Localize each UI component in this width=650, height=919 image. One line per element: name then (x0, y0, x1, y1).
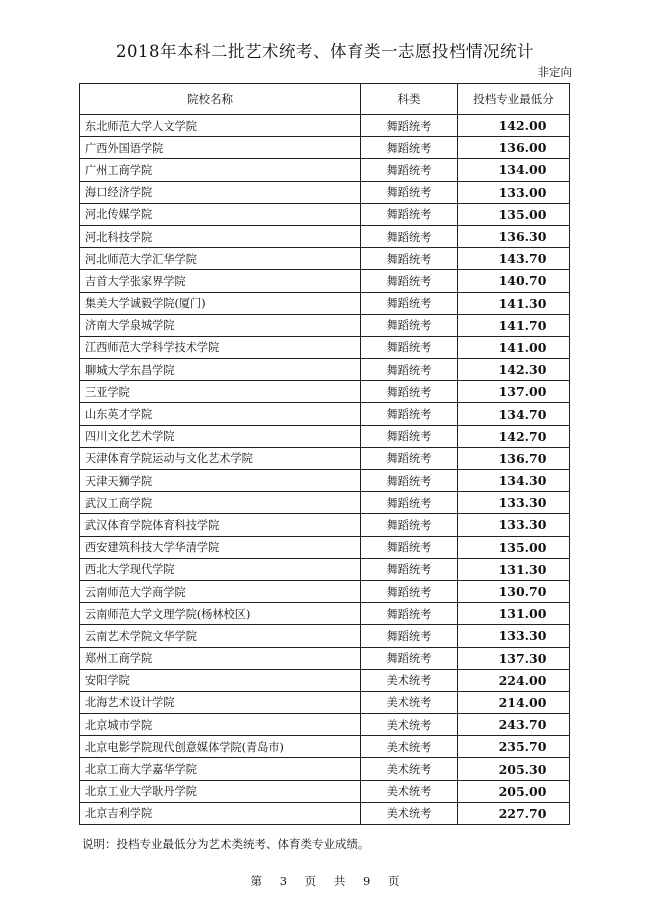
school-cell: 北京城市学院 (80, 714, 361, 736)
score-cell: 143.70 (458, 248, 570, 270)
score-cell: 214.00 (458, 691, 570, 713)
table-row (80, 137, 570, 159)
score-cell: 135.00 (458, 536, 570, 558)
school-cell: 北京工业大学耿丹学院 (80, 780, 361, 802)
table-row (80, 669, 570, 691)
table-row (80, 580, 570, 602)
score-cell: 205.00 (458, 780, 570, 802)
score-cell: 142.70 (458, 425, 570, 447)
table-row (80, 802, 570, 824)
score-cell: 243.70 (458, 714, 570, 736)
score-cell: 134.30 (458, 470, 570, 492)
table-row (80, 248, 570, 270)
school-cell: 三亚学院 (80, 381, 361, 403)
type-cell: 舞蹈统考 (361, 514, 458, 536)
table-body (80, 115, 570, 825)
school-cell: 北京电影学院现代创意媒体学院(青岛市) (80, 736, 361, 758)
type-cell: 舞蹈统考 (361, 470, 458, 492)
type-cell: 舞蹈统考 (361, 447, 458, 469)
type-cell: 舞蹈统考 (361, 225, 458, 247)
school-cell: 西安建筑科技大学华清学院 (80, 536, 361, 558)
type-cell: 舞蹈统考 (361, 292, 458, 314)
type-cell: 舞蹈统考 (361, 270, 458, 292)
column-header-school: 院校名称 (80, 84, 361, 115)
table-row (80, 647, 570, 669)
score-cell: 141.00 (458, 336, 570, 358)
score-cell: 205.30 (458, 758, 570, 780)
score-cell: 136.00 (458, 137, 570, 159)
type-cell: 舞蹈统考 (361, 181, 458, 203)
school-cell: 广州工商学院 (80, 159, 361, 181)
type-cell: 美术统考 (361, 736, 458, 758)
table-row (80, 359, 570, 381)
type-cell: 舞蹈统考 (361, 381, 458, 403)
table-row (80, 381, 570, 403)
score-cell: 131.00 (458, 603, 570, 625)
score-cell: 142.30 (458, 359, 570, 381)
type-cell: 舞蹈统考 (361, 403, 458, 425)
footer-page-unit: 页 (304, 874, 317, 888)
school-cell: 河北师范大学汇华学院 (80, 248, 361, 270)
explanatory-note: 说明：投档专业最低分为艺术类统考、体育类专业成绩。 (82, 837, 370, 851)
type-cell: 舞蹈统考 (361, 647, 458, 669)
score-cell: 227.70 (458, 802, 570, 824)
table-row (80, 203, 570, 225)
score-cell: 133.30 (458, 492, 570, 514)
type-cell: 舞蹈统考 (361, 159, 458, 181)
footer-page-label: 第 (250, 874, 263, 888)
score-cell: 141.70 (458, 314, 570, 336)
table-row (80, 603, 570, 625)
table-header-row (80, 84, 570, 115)
column-header-score: 投档专业最低分 (458, 84, 570, 115)
school-cell: 河北传媒学院 (80, 203, 361, 225)
school-cell: 北京工商大学嘉华学院 (80, 758, 361, 780)
subtitle-non-directional: 非定向 (537, 65, 572, 79)
type-cell: 舞蹈统考 (361, 603, 458, 625)
document-title: 2018年本科二批艺术统考、体育类一志愿投档情况统计 (116, 42, 534, 61)
type-cell: 舞蹈统考 (361, 314, 458, 336)
type-cell: 舞蹈统考 (361, 359, 458, 381)
score-cell: 136.30 (458, 225, 570, 247)
score-cell: 140.70 (458, 270, 570, 292)
school-cell: 四川文化艺术学院 (80, 425, 361, 447)
type-cell: 美术统考 (361, 714, 458, 736)
school-cell: 东北师范大学人文学院 (80, 115, 361, 137)
school-cell: 聊城大学东昌学院 (80, 359, 361, 381)
score-cell: 141.30 (458, 292, 570, 314)
table-row (80, 292, 570, 314)
footer-total-label: 共 (333, 874, 346, 888)
column-header-type: 科类 (361, 84, 458, 115)
table-row (80, 736, 570, 758)
table-row (80, 115, 570, 137)
type-cell: 舞蹈统考 (361, 625, 458, 647)
type-cell: 舞蹈统考 (361, 248, 458, 270)
school-cell: 西北大学现代学院 (80, 558, 361, 580)
type-cell: 舞蹈统考 (361, 536, 458, 558)
table-row (80, 403, 570, 425)
school-cell: 云南师范大学文理学院(杨林校区) (80, 603, 361, 625)
school-cell: 吉首大学张家界学院 (80, 270, 361, 292)
school-cell: 云南师范大学商学院 (80, 580, 361, 602)
table-row (80, 558, 570, 580)
score-cell: 133.00 (458, 181, 570, 203)
school-cell: 安阳学院 (80, 669, 361, 691)
type-cell: 舞蹈统考 (361, 115, 458, 137)
school-cell: 北京吉利学院 (80, 802, 361, 824)
score-cell: 136.70 (458, 447, 570, 469)
school-cell: 江西师范大学科学技术学院 (80, 336, 361, 358)
school-cell: 济南大学泉城学院 (80, 314, 361, 336)
table-row (80, 225, 570, 247)
table-row (80, 159, 570, 181)
score-cell: 137.30 (458, 647, 570, 669)
score-cell: 133.30 (458, 514, 570, 536)
table-row (80, 758, 570, 780)
table-row (80, 314, 570, 336)
table-row (80, 492, 570, 514)
type-cell: 舞蹈统考 (361, 425, 458, 447)
school-cell: 山东英才学院 (80, 403, 361, 425)
type-cell: 美术统考 (361, 802, 458, 824)
table-row (80, 536, 570, 558)
type-cell: 美术统考 (361, 780, 458, 802)
type-cell: 美术统考 (361, 691, 458, 713)
school-cell: 集美大学诚毅学院(厦门) (80, 292, 361, 314)
score-cell: 224.00 (458, 669, 570, 691)
score-cell: 135.00 (458, 203, 570, 225)
table-row (80, 691, 570, 713)
admission-table (79, 83, 570, 825)
school-cell: 北海艺术设计学院 (80, 691, 361, 713)
score-cell: 134.00 (458, 159, 570, 181)
type-cell: 舞蹈统考 (361, 203, 458, 225)
school-cell: 天津天狮学院 (80, 470, 361, 492)
score-cell: 142.00 (458, 115, 570, 137)
footer-page-number: 3 (279, 874, 288, 888)
footer-total-unit: 页 (387, 874, 400, 888)
school-cell: 广西外国语学院 (80, 137, 361, 159)
table-row (80, 514, 570, 536)
table-row (80, 780, 570, 802)
footer-total-pages: 9 (362, 874, 371, 888)
score-cell: 130.70 (458, 580, 570, 602)
score-cell: 131.30 (458, 558, 570, 580)
type-cell: 美术统考 (361, 758, 458, 780)
school-cell: 武汉工商学院 (80, 492, 361, 514)
score-cell: 133.30 (458, 625, 570, 647)
school-cell: 云南艺术学院文华学院 (80, 625, 361, 647)
type-cell: 舞蹈统考 (361, 558, 458, 580)
table-row (80, 470, 570, 492)
school-cell: 河北科技学院 (80, 225, 361, 247)
table-row (80, 336, 570, 358)
school-cell: 武汉体育学院体育科技学院 (80, 514, 361, 536)
school-cell: 天津体育学院运动与文化艺术学院 (80, 447, 361, 469)
school-cell: 郑州工商学院 (80, 647, 361, 669)
table-row (80, 425, 570, 447)
table-row (80, 714, 570, 736)
table-row (80, 447, 570, 469)
score-cell: 235.70 (458, 736, 570, 758)
type-cell: 舞蹈统考 (361, 137, 458, 159)
type-cell: 舞蹈统考 (361, 580, 458, 602)
score-cell: 134.70 (458, 403, 570, 425)
table-row (80, 270, 570, 292)
type-cell: 美术统考 (361, 669, 458, 691)
table-row (80, 181, 570, 203)
type-cell: 舞蹈统考 (361, 492, 458, 514)
score-cell: 137.00 (458, 381, 570, 403)
type-cell: 舞蹈统考 (361, 336, 458, 358)
school-cell: 海口经济学院 (80, 181, 361, 203)
table-row (80, 625, 570, 647)
page-footer (0, 873, 650, 889)
